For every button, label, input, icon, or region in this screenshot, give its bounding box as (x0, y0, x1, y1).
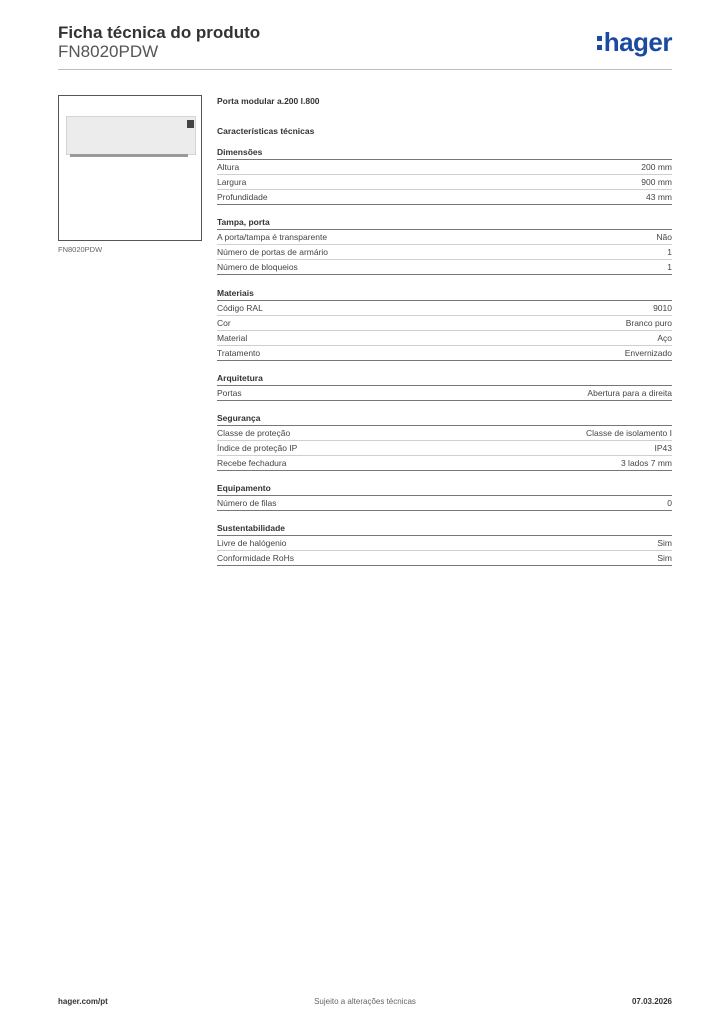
spec-group-title: Tampa, porta (217, 216, 672, 230)
hager-logo[interactable] (597, 28, 672, 56)
spec-label: Cor (217, 318, 231, 328)
spec-group (217, 522, 672, 566)
spec-value: 1 (667, 262, 672, 272)
spec-label: Código RAL (217, 303, 263, 313)
spec-row (217, 230, 672, 245)
spec-row (217, 175, 672, 190)
spec-label: A porta/tampa é transparente (217, 232, 328, 242)
footer-date: 07.03.2026 (631, 997, 672, 1006)
spec-row (217, 316, 672, 331)
spec-content (217, 92, 672, 566)
spec-row (217, 160, 672, 175)
spec-label: Largura (217, 177, 247, 187)
spec-heading: Características técnicas (217, 126, 315, 136)
spec-groups (217, 146, 672, 566)
spec-row (217, 551, 672, 566)
spec-row (217, 496, 672, 511)
spec-label: Portas (217, 388, 242, 398)
spec-row (217, 456, 672, 471)
spec-group-title: Materiais (217, 287, 672, 301)
spec-row (217, 245, 672, 260)
spec-group-title: Segurança (217, 412, 672, 426)
spec-group-title: Sustentabilidade (217, 522, 672, 536)
spec-group (217, 146, 672, 205)
spec-value: 43 mm (646, 192, 672, 202)
footer-website-link[interactable]: hager.com/pt (58, 997, 108, 1006)
spec-label: Material (217, 333, 248, 343)
spec-group (217, 287, 672, 361)
spec-value: Branco puro (625, 318, 672, 328)
spec-row (217, 536, 672, 551)
footer-note: Sujeito a alterações técnicas (314, 997, 416, 1006)
spec-row (217, 331, 672, 346)
spec-label: Índice de proteção IP (217, 443, 298, 453)
spec-label: Profundidade (217, 192, 268, 202)
document-title: Ficha técnica do produto (58, 23, 261, 42)
spec-value: 1 (667, 247, 672, 257)
spec-group-title: Equipamento (217, 482, 672, 496)
spec-row (217, 301, 672, 316)
spec-group (217, 412, 672, 471)
lock-icon (187, 120, 194, 128)
spec-row (217, 346, 672, 361)
spec-group (217, 372, 672, 401)
door-panel-illustration (66, 116, 196, 155)
spec-value: Sim (657, 538, 672, 548)
spec-group (217, 216, 672, 275)
spec-value: Envernizado (624, 348, 672, 358)
logo-dots-icon (597, 33, 602, 51)
spec-label: Classe de proteção (217, 428, 291, 438)
spec-group-title: Dimensões (217, 146, 672, 160)
spec-value: Abertura para a direita (587, 388, 672, 398)
spec-label: Conformidade RoHs (217, 553, 295, 563)
spec-value: Aço (657, 333, 672, 343)
spec-label: Livre de halógenio (217, 538, 287, 548)
spec-label: Recebe fechadura (217, 458, 287, 468)
spec-label: Tratamento (217, 348, 261, 358)
page-header (58, 20, 672, 70)
spec-row (217, 441, 672, 456)
spec-label: Número de portas de armário (217, 247, 329, 257)
spec-row (217, 426, 672, 441)
spec-value: Não (656, 232, 672, 242)
spec-value: 200 mm (641, 162, 672, 172)
logo-text: hager (603, 27, 672, 57)
spec-group-title: Arquitetura (217, 372, 672, 386)
product-code: FN8020PDW (58, 42, 159, 61)
spec-label: Número de filas (217, 498, 277, 508)
header-divider (58, 69, 672, 70)
spec-value: Sim (657, 553, 672, 563)
spec-value: IP43 (654, 443, 672, 453)
spec-value: 900 mm (641, 177, 672, 187)
spec-value: 3 lados 7 mm (620, 458, 672, 468)
spec-value: 9010 (653, 303, 672, 313)
spec-row (217, 190, 672, 205)
spec-label: Altura (217, 162, 240, 172)
spec-row (217, 260, 672, 275)
panel-base-shadow (70, 154, 188, 157)
spec-row (217, 386, 672, 401)
spec-value: 0 (667, 498, 672, 508)
product-image (58, 95, 202, 241)
spec-value: Classe de isolamento I (586, 428, 672, 438)
spec-group (217, 482, 672, 511)
image-caption: FN8020PDW (58, 245, 103, 254)
product-name: Porta modular a.200 l.800 (217, 96, 320, 106)
spec-label: Número de bloqueios (217, 262, 298, 272)
